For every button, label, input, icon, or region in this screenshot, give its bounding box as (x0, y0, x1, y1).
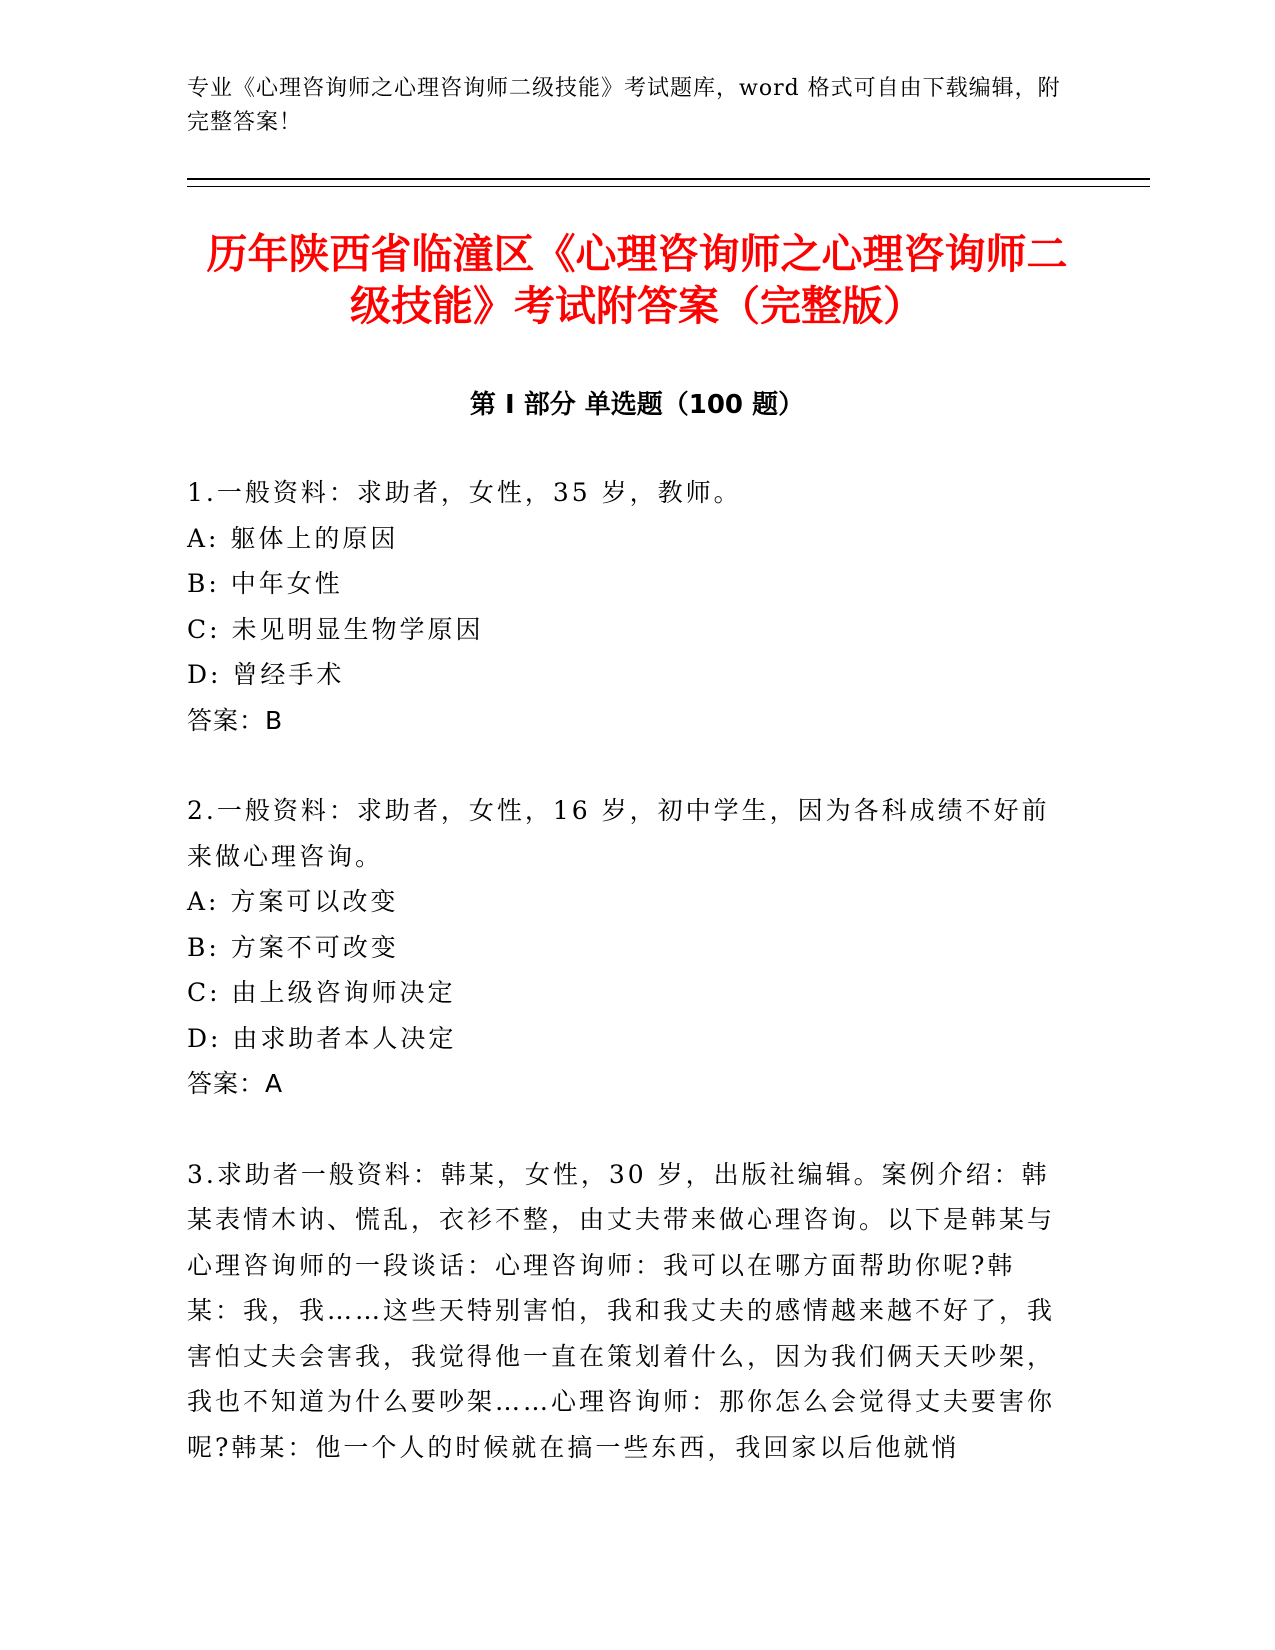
question-item (187, 1152, 1067, 1471)
question-item (187, 788, 1067, 1107)
question-stem: 3.求助者一般资料：韩某，女性，30 岁，出版社编辑。案例介绍：韩某表情木讷、慌乱，衣衫不整，由丈夫带来做心理咨询。以下是韩某与心理咨询师的一段谈话：心理咨询师：我可以在哪方面帮助你呢?韩某：我，我……这些天特别害怕，我和我丈夫的感情越来越不好了，我害怕丈夫会害我，我觉得他一直在策划着什么，因为我们俩天天吵架，我也不知道为什么要吵架……心理咨询师：那你怎么会觉得丈夫要害你呢?韩某：他一个人的时候就在搞一些东西，我回家以后他就悄 (187, 1159, 1056, 1462)
option-b: B: 方案不可改变 (187, 932, 399, 962)
option-a: A: 躯体上的原因 (187, 523, 399, 553)
question-list (187, 470, 1067, 1515)
header-divider-thick (187, 178, 1150, 180)
option-c: C: 未见明显生物学原因 (187, 614, 484, 644)
answer-line: 答案：B (187, 705, 284, 735)
option-b: B: 中年女性 (187, 569, 343, 598)
option-d: D: 曾经手术 (187, 660, 345, 689)
document-title: 历年陕西省临潼区《心理咨询师之心理咨询师二级技能》考试附答案（完整版） (206, 230, 1068, 330)
option-a: A: 方案可以改变 (187, 887, 399, 916)
option-c: C: 由上级咨询师决定 (187, 978, 456, 1007)
question-item (187, 470, 1067, 743)
answer-line: 答案：A (187, 1069, 284, 1098)
header-divider-thin (187, 186, 1150, 187)
section-heading: 第 I 部分 单选题（100 题） (469, 390, 805, 420)
question-stem: 2.一般资料：求助者，女性，16 岁，初中学生，因为各科成绩不好前来做心理咨询。 (187, 796, 1050, 871)
option-d: D: 由求助者本人决定 (187, 1023, 457, 1053)
header-note: 专业《心理咨询师之心理咨询师二级技能》考试题库，word 格式可自由下载编辑，附完整答案！ (187, 76, 1061, 135)
question-stem: 1.一般资料：求助者，女性，35 岁，教师。 (187, 478, 742, 507)
